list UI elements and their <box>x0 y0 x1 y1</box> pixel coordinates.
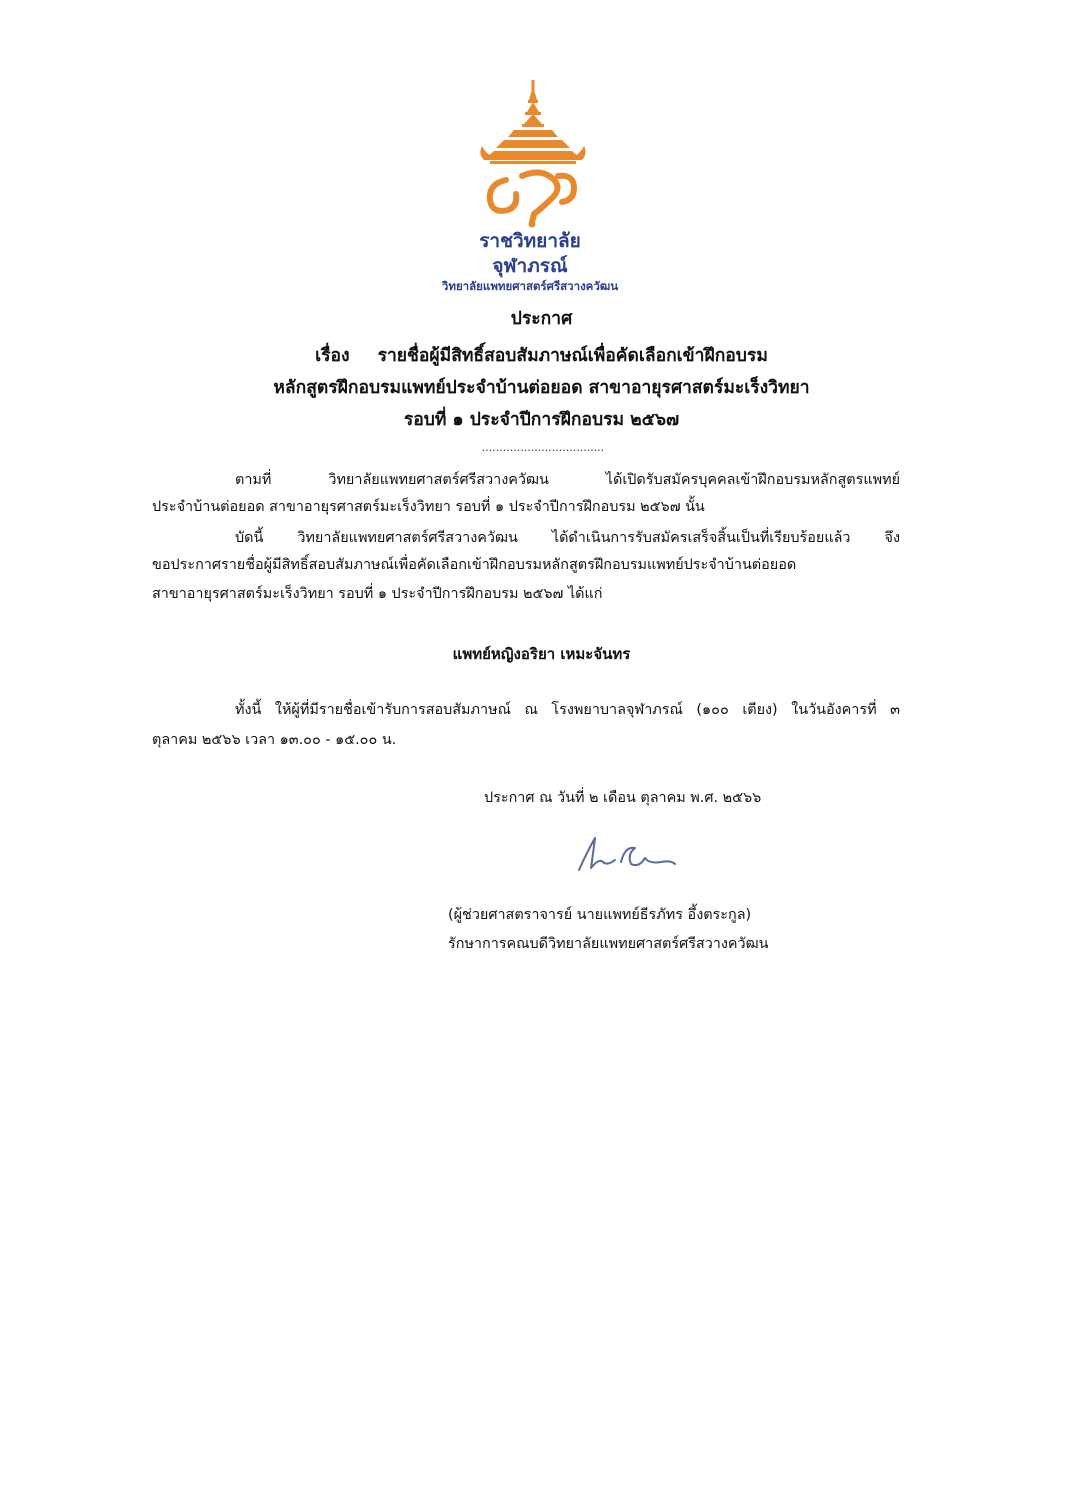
college-name-line2: จุฬาภรณ์ <box>492 255 568 277</box>
heading-separator: ................................... <box>481 441 605 454</box>
subject-label: เรื่อง <box>315 346 350 366</box>
round-title: รอบที่ ๑ ประจำปีการฝึกอบรม ๒๕๖๗ <box>403 410 680 430</box>
paragraph-2-line-1: บัดนี้ วิทยาลัยแพทยศาสตร์ศรีสวางควัฒน ได้ดำเนินการรับสมัครเสร็จสิ้นเป็นที่เรียบร้อยแล้ว จึง <box>235 530 900 546</box>
subject-text: รายชื่อผู้มีสิทธิ์สอบสัมภาษณ์เพื่อคัดเลือกเข้าฝึกอบรม <box>377 346 768 366</box>
paragraph-3-line-2: ตุลาคม ๒๕๖๖ เวลา ๑๓.๐๐ - ๑๕.๐๐ น. <box>152 732 397 748</box>
college-name-line1: ราชวิทยาลัย <box>479 230 581 252</box>
paragraph-1-line-1: ตามที่ วิทยาลัยแพทยศาสตร์ศรีสวางควัฒน ได้เปิดรับสมัครบุคคลเข้าฝึกอบรมหลักสูตรแพทย์ <box>235 472 900 488</box>
paragraph-1-line-2: ประจำบ้านต่อยอด สาขาอายุรศาสตร์มะเร็งวิทยา รอบที่ ๑ ประจำปีการฝึกอบรม ๒๕๖๗ นั้น <box>152 499 705 515</box>
signer-name: (ผู้ช่วยศาสตราจารย์ นายแพทย์ธีรภัทร อึ้งตระกูล) <box>448 907 752 923</box>
faculty-name: วิทยาลัยแพทยศาสตร์ศรีสวางควัฒน <box>441 279 619 293</box>
subject-line <box>150 341 933 369</box>
royal-college-emblem-icon <box>478 80 588 228</box>
paragraph-2-line-2: ขอประกาศรายชื่อผู้มีสิทธิ์สอบสัมภาษณ์เพื่อคัดเลือกเข้าฝึกอบรมหลักสูตรฝึกอบรมแพทย์ประจำบ้านต่อยอด <box>152 557 797 573</box>
announcement-title: ประกาศ <box>510 309 573 329</box>
awardee-name: แพทย์หญิงอริยา เหมะจันทร <box>452 645 631 663</box>
announcement-date: ประกาศ ณ วันที่ ๒ เดือน ตุลาคม พ.ศ. ๒๕๖๖ <box>484 790 762 806</box>
handwritten-signature-icon <box>565 832 695 880</box>
paragraph-3-line-1: ทั้งนี้ ให้ผู้ที่มีรายชื่อเข้ารับการสอบสัมภาษณ์ ณ โรงพยาบาลจุฬาภรณ์ (๑๐๐ เตียง) ในวันอังคารที่ ๓ <box>235 702 900 718</box>
signer-position: รักษาการคณบดีวิทยาลัยแพทยศาสตร์ศรีสวางควัฒน <box>448 936 769 952</box>
paragraph-2-line-3: สาขาอายุรศาสตร์มะเร็งวิทยา รอบที่ ๑ ประจำปีการฝึกอบรม ๒๕๖๗ ได้แก่ <box>152 586 603 602</box>
course-title: หลักสูตรฝึกอบรมแพทย์ประจำบ้านต่อยอด สาขาอายุรศาสตร์มะเร็งวิทยา <box>273 378 810 398</box>
